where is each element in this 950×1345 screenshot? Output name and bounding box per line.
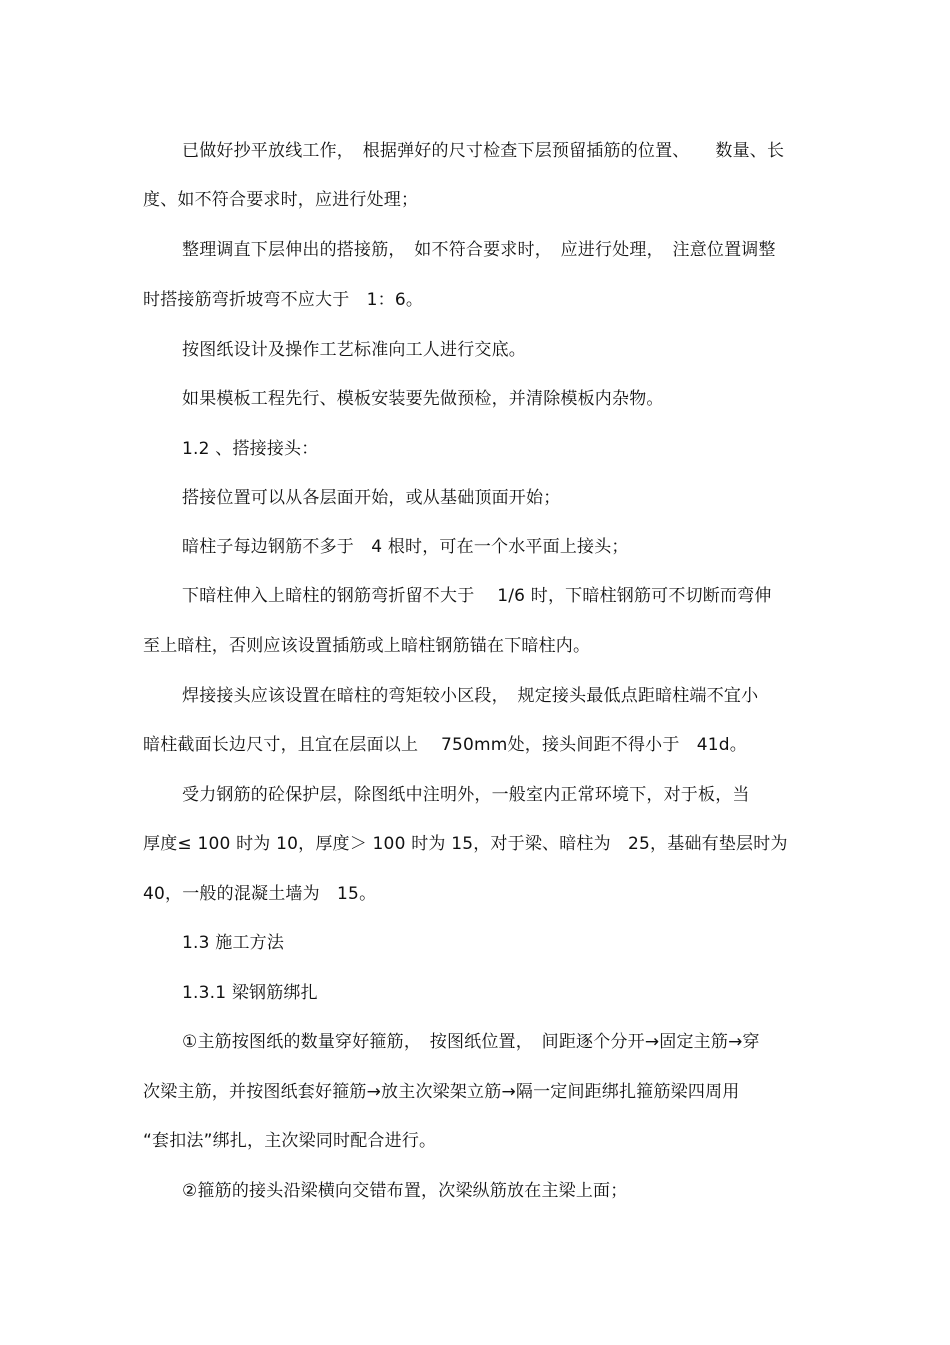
text-line: 40，一般的混凝土墙为 15。 <box>143 884 377 904</box>
text-line: 搭接位置可以从各层面开始，或从基础顶面开始； <box>182 488 561 508</box>
subsection-heading: 1.3.1 梁钢筋绑扎 <box>182 983 318 1003</box>
section-heading: 1.2 、搭接接头： <box>182 439 319 459</box>
text-line: “套扣法”绑扎，主次梁同时配合进行。 <box>143 1131 437 1151</box>
text-line: 暗柱截面长边尺寸，且宜在层面以上 750mm处，接头间距不得小于 41d。 <box>143 735 747 755</box>
text-line: 次梁主筋，并按图纸套好箍筋→放主次梁架立筋→隔一定间距绑扎箍筋梁四周用 <box>143 1082 740 1102</box>
text-line: 暗柱子每边钢筋不多于 4 根时，可在一个水平面上接头； <box>182 537 629 557</box>
text-line: 下暗柱伸入上暗柱的钢筋弯折留不大于 1/6 时，下暗柱钢筋可不切断而弯伸 <box>182 586 772 606</box>
text-line: 如果模板工程先行、模板安装要先做预检，并清除模板内杂物。 <box>182 389 664 409</box>
text-line: 已做好抄平放线工作， 根据弹好的尺寸检查下层预留插筋的位置、 数量、长 <box>182 141 785 161</box>
text-line: 度、如不符合要求时，应进行处理； <box>143 190 419 210</box>
text-line: 厚度≤ 100 时为 10，厚度＞ 100 时为 15，对于梁、暗柱为 25，基础有垫层时为 <box>143 834 788 854</box>
section-heading: 1.3 施工方法 <box>182 933 285 953</box>
text-line: 焊接接头应该设置在暗柱的弯矩较小区段， 规定接头最低点距暗柱端不宜小 <box>182 686 759 706</box>
text-line: ①主筋按图纸的数量穿好箍筋， 按图纸位置， 间距逐个分开→固定主筋→穿 <box>182 1032 760 1052</box>
text-line: 至上暗柱，否则应该设置插筋或上暗柱钢筋锚在下暗柱内。 <box>143 636 591 656</box>
text-line: 时搭接筋弯折坡弯不应大于 1：6。 <box>143 290 424 310</box>
text-line: ②箍筋的接头沿梁横向交错布置，次梁纵筋放在主梁上面； <box>182 1181 628 1201</box>
text-line: 整理调直下层伸出的搭接筋， 如不符合要求时， 应进行处理， 注意位置调整 <box>182 240 776 260</box>
text-line: 受力钢筋的砼保护层，除图纸中注明外，一般室内正常环境下，对于板，当 <box>182 785 750 805</box>
text-line: 按图纸设计及操作工艺标准向工人进行交底。 <box>182 340 526 360</box>
